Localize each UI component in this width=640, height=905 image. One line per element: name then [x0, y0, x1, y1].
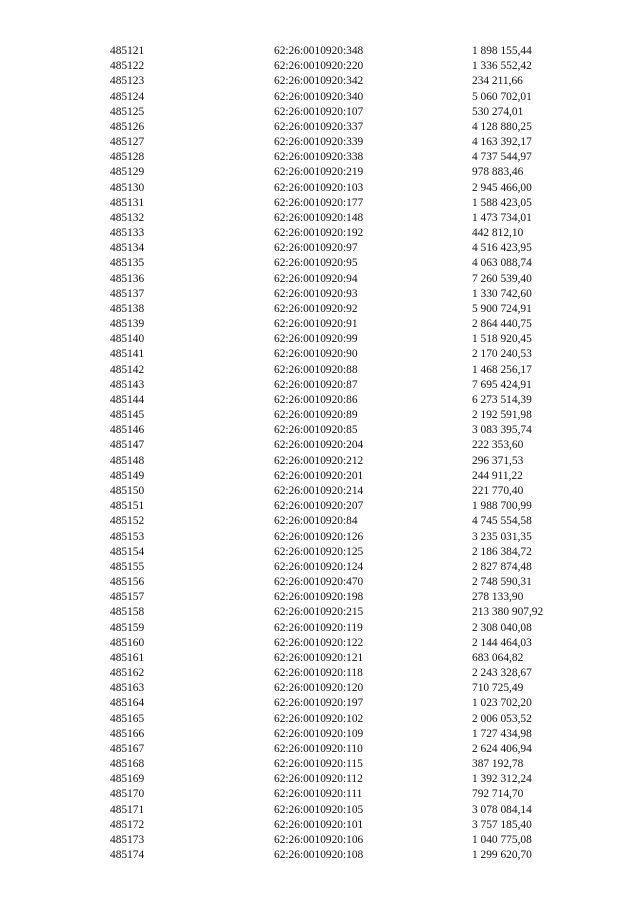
- cadastral-value-cell: 3 083 395,74: [472, 424, 532, 437]
- cadastral-number-cell: 62:26:0010920:470: [274, 576, 364, 589]
- table-row: [110, 803, 580, 818]
- cadastral-value-cell: 3 757 185,40: [472, 818, 532, 831]
- record-number-cell: 485146: [110, 424, 145, 437]
- cadastral-value-cell: 4 745 554,58: [472, 515, 532, 528]
- cadastral-value-cell: 530 274,01: [472, 105, 524, 118]
- cadastral-value-cell: 1 023 702,20: [472, 697, 532, 710]
- table-row: [110, 757, 580, 772]
- table-row: [110, 454, 580, 469]
- cadastral-number-cell: 62:26:0010920:94: [274, 272, 358, 285]
- cadastral-number-cell: 62:26:0010920:220: [274, 60, 364, 73]
- cadastral-number-cell: 62:26:0010920:338: [274, 151, 364, 164]
- table-row: [110, 666, 580, 681]
- table-row: [110, 742, 580, 757]
- cadastral-value-cell: 4 163 392,17: [472, 136, 532, 149]
- record-number-cell: 485128: [110, 151, 145, 164]
- table-row: [110, 712, 580, 727]
- table-row: [110, 696, 580, 711]
- cadastral-value-cell: 3 078 084,14: [472, 803, 532, 816]
- table-row: [110, 560, 580, 575]
- cadastral-number-cell: 62:26:0010920:105: [274, 803, 364, 816]
- record-number-cell: 485155: [110, 560, 145, 573]
- cadastral-number-cell: 62:26:0010920:115: [274, 758, 363, 771]
- record-number-cell: 485147: [110, 439, 145, 452]
- record-number-cell: 485140: [110, 333, 145, 346]
- record-number-cell: 485123: [110, 75, 145, 88]
- table-row: [110, 165, 580, 180]
- data-table: [110, 44, 580, 863]
- record-number-cell: 485153: [110, 530, 145, 543]
- cadastral-value-cell: 2 186 384,72: [472, 545, 532, 558]
- table-row: [110, 59, 580, 74]
- record-number-cell: 485136: [110, 272, 145, 285]
- cadastral-value-cell: 2 864 440,75: [472, 318, 532, 331]
- cadastral-number-cell: 62:26:0010920:125: [274, 545, 364, 558]
- cadastral-value-cell: 792 714,70: [472, 788, 524, 801]
- cadastral-number-cell: 62:26:0010920:85: [274, 424, 358, 437]
- cadastral-number-cell: 62:26:0010920:148: [274, 211, 364, 224]
- record-number-cell: 485162: [110, 667, 145, 680]
- record-number-cell: 485170: [110, 788, 145, 801]
- table-row: [110, 818, 580, 833]
- table-row: [110, 181, 580, 196]
- table-row: [110, 423, 580, 438]
- table-row: [110, 332, 580, 347]
- cadastral-number-cell: 62:26:0010920:89: [274, 409, 358, 422]
- cadastral-value-cell: 221 770,40: [472, 484, 524, 497]
- table-row: [110, 272, 580, 287]
- cadastral-value-cell: 7 695 424,91: [472, 378, 532, 391]
- table-row: [110, 438, 580, 453]
- table-row: [110, 833, 580, 848]
- cadastral-value-cell: 683 064,82: [472, 651, 524, 664]
- cadastral-value-cell: 7 260 539,40: [472, 272, 532, 285]
- record-number-cell: 485148: [110, 454, 145, 467]
- table-row: [110, 590, 580, 605]
- cadastral-number-cell: 62:26:0010920:219: [274, 166, 364, 179]
- cadastral-value-cell: 442 812,10: [472, 227, 524, 240]
- table-row: [110, 287, 580, 302]
- cadastral-number-cell: 62:26:0010920:204: [274, 439, 364, 452]
- cadastral-number-cell: 62:26:0010920:197: [274, 697, 364, 710]
- cadastral-number-cell: 62:26:0010920:97: [274, 242, 358, 255]
- record-number-cell: 485150: [110, 484, 145, 497]
- record-number-cell: 485156: [110, 576, 145, 589]
- table-row: [110, 727, 580, 742]
- cadastral-value-cell: 2 308 040,08: [472, 621, 532, 634]
- table-row: [110, 848, 580, 863]
- record-number-cell: 485159: [110, 621, 145, 634]
- table-row: [110, 120, 580, 135]
- table-row: [110, 530, 580, 545]
- cadastral-number-cell: 62:26:0010920:122: [274, 636, 364, 649]
- cadastral-value-cell: 1 518 920,45: [472, 333, 532, 346]
- record-number-cell: 485124: [110, 90, 145, 103]
- cadastral-value-cell: 3 235 031,35: [472, 530, 532, 543]
- record-number-cell: 485165: [110, 712, 145, 725]
- record-number-cell: 485130: [110, 181, 145, 194]
- cadastral-value-cell: 2 243 328,67: [472, 667, 532, 680]
- record-number-cell: 485135: [110, 257, 145, 270]
- table-row: [110, 105, 580, 120]
- record-number-cell: 485127: [110, 136, 145, 149]
- table-row: [110, 378, 580, 393]
- record-number-cell: 485132: [110, 211, 145, 224]
- cadastral-value-cell: 1 040 775,08: [472, 833, 532, 846]
- record-number-cell: 485149: [110, 469, 145, 482]
- cadastral-number-cell: 62:26:0010920:177: [274, 196, 364, 209]
- cadastral-value-cell: 234 211,66: [472, 75, 523, 88]
- cadastral-number-cell: 62:26:0010920:106: [274, 833, 364, 846]
- record-number-cell: 485131: [110, 196, 145, 209]
- cadastral-value-cell: 278 133,90: [472, 591, 524, 604]
- table-row: [110, 363, 580, 378]
- record-number-cell: 485138: [110, 302, 145, 315]
- cadastral-number-cell: 62:26:0010920:108: [274, 849, 364, 862]
- cadastral-number-cell: 62:26:0010920:339: [274, 136, 364, 149]
- record-number-cell: 485121: [110, 45, 145, 57]
- cadastral-number-cell: 62:26:0010920:337: [274, 120, 364, 133]
- cadastral-number-cell: 62:26:0010920:112: [274, 773, 363, 786]
- record-number-cell: 485157: [110, 591, 145, 604]
- record-number-cell: 485145: [110, 409, 145, 422]
- cadastral-value-cell: 978 883,46: [472, 166, 524, 179]
- record-number-cell: 485154: [110, 545, 145, 558]
- table-row: [110, 90, 580, 105]
- cadastral-value-cell: 4 516 423,95: [472, 242, 532, 255]
- table-row: [110, 787, 580, 802]
- cadastral-value-cell: 2 170 240,53: [472, 348, 532, 361]
- cadastral-number-cell: 62:26:0010920:92: [274, 302, 358, 315]
- table-row: [110, 484, 580, 499]
- cadastral-value-cell: 2 192 591,98: [472, 409, 532, 422]
- cadastral-number-cell: 62:26:0010920:215: [274, 606, 364, 619]
- cadastral-value-cell: 4 063 088,74: [472, 257, 532, 270]
- cadastral-number-cell: 62:26:0010920:102: [274, 712, 364, 725]
- cadastral-value-cell: 5 900 724,91: [472, 302, 532, 315]
- table-row: [110, 302, 580, 317]
- table-row: [110, 150, 580, 165]
- cadastral-number-cell: 62:26:0010920:86: [274, 393, 358, 406]
- cadastral-number-cell: 62:26:0010920:84: [274, 515, 358, 528]
- record-number-cell: 485137: [110, 287, 145, 300]
- table-row: [110, 605, 580, 620]
- record-number-cell: 485151: [110, 500, 145, 513]
- cadastral-number-cell: 62:26:0010920:91: [274, 318, 358, 331]
- table-row: [110, 196, 580, 211]
- cadastral-number-cell: 62:26:0010920:88: [274, 363, 358, 376]
- record-number-cell: 485143: [110, 378, 145, 391]
- cadastral-number-cell: 62:26:0010920:103: [274, 181, 364, 194]
- table-row: [110, 545, 580, 560]
- table-row: [110, 772, 580, 787]
- cadastral-number-cell: 62:26:0010920:90: [274, 348, 358, 361]
- cadastral-value-cell: 2 006 053,52: [472, 712, 532, 725]
- table-row: [110, 211, 580, 226]
- cadastral-number-cell: 62:26:0010920:101: [274, 818, 364, 831]
- cadastral-value-cell: 296 371,53: [472, 454, 524, 467]
- record-number-cell: 485166: [110, 727, 145, 740]
- record-number-cell: 485161: [110, 651, 145, 664]
- cadastral-number-cell: 62:26:0010920:87: [274, 378, 358, 391]
- record-number-cell: 485152: [110, 515, 145, 528]
- cadastral-number-cell: 62:26:0010920:119: [274, 621, 363, 634]
- table-row: [110, 575, 580, 590]
- cadastral-value-cell: 5 060 702,01: [472, 90, 532, 103]
- record-number-cell: 485133: [110, 227, 145, 240]
- table-row: [110, 256, 580, 271]
- table-row: [110, 317, 580, 332]
- record-number-cell: 485174: [110, 849, 145, 862]
- record-number-cell: 485160: [110, 636, 145, 649]
- record-number-cell: 485134: [110, 242, 145, 255]
- table-row: [110, 636, 580, 651]
- record-number-cell: 485158: [110, 606, 145, 619]
- cadastral-number-cell: 62:26:0010920:107: [274, 105, 364, 118]
- cadastral-number-cell: 62:26:0010920:348: [274, 45, 364, 57]
- record-number-cell: 485126: [110, 120, 145, 133]
- cadastral-value-cell: 2 624 406,94: [472, 742, 532, 755]
- cadastral-number-cell: 62:26:0010920:120: [274, 682, 364, 695]
- record-number-cell: 485122: [110, 60, 145, 73]
- record-number-cell: 485164: [110, 697, 145, 710]
- cadastral-number-cell: 62:26:0010920:99: [274, 333, 358, 346]
- table-row: [110, 226, 580, 241]
- cadastral-value-cell: 2 144 464,03: [472, 636, 532, 649]
- cadastral-number-cell: 62:26:0010920:212: [274, 454, 364, 467]
- cadastral-number-cell: 62:26:0010920:95: [274, 257, 358, 270]
- cadastral-value-cell: 2 945 466,00: [472, 181, 532, 194]
- cadastral-number-cell: 62:26:0010920:201: [274, 469, 364, 482]
- cadastral-number-cell: 62:26:0010920:93: [274, 287, 358, 300]
- cadastral-value-cell: 6 273 514,39: [472, 393, 532, 406]
- cadastral-number-cell: 62:26:0010920:192: [274, 227, 364, 240]
- record-number-cell: 485139: [110, 318, 145, 331]
- record-number-cell: 485144: [110, 393, 145, 406]
- cadastral-number-cell: 62:26:0010920:342: [274, 75, 364, 88]
- cadastral-value-cell: 4 128 880,25: [472, 120, 532, 133]
- cadastral-number-cell: 62:26:0010920:118: [274, 667, 363, 680]
- table-row: [110, 681, 580, 696]
- cadastral-number-cell: 62:26:0010920:198: [274, 591, 364, 604]
- record-number-cell: 485172: [110, 818, 145, 831]
- cadastral-value-cell: 1 473 734,01: [472, 211, 532, 224]
- cadastral-number-cell: 62:26:0010920:111: [274, 788, 363, 801]
- cadastral-number-cell: 62:26:0010920:109: [274, 727, 364, 740]
- table-row: [110, 621, 580, 636]
- cadastral-number-cell: 62:26:0010920:126: [274, 530, 364, 543]
- cadastral-value-cell: 710 725,49: [472, 682, 524, 695]
- cadastral-value-cell: 213 380 907,92: [472, 606, 544, 619]
- table-row: [110, 514, 580, 529]
- record-number-cell: 485142: [110, 363, 145, 376]
- record-number-cell: 485163: [110, 682, 145, 695]
- cadastral-number-cell: 62:26:0010920:121: [274, 651, 364, 664]
- record-number-cell: 485167: [110, 742, 145, 755]
- table-row: [110, 74, 580, 89]
- table-row: [110, 469, 580, 484]
- cadastral-number-cell: 62:26:0010920:340: [274, 90, 364, 103]
- record-number-cell: 485168: [110, 758, 145, 771]
- table-row: [110, 135, 580, 150]
- table-row: [110, 651, 580, 666]
- cadastral-number-cell: 62:26:0010920:124: [274, 560, 364, 573]
- cadastral-value-cell: 222 353,60: [472, 439, 524, 452]
- cadastral-value-cell: 1 468 256,17: [472, 363, 532, 376]
- cadastral-value-cell: 1 898 155,44: [472, 45, 532, 57]
- cadastral-number-cell: 62:26:0010920:110: [274, 742, 363, 755]
- record-number-cell: 485141: [110, 348, 145, 361]
- cadastral-value-cell: 1 392 312,24: [472, 773, 532, 786]
- table-row: [110, 44, 580, 59]
- cadastral-value-cell: 1 588 423,05: [472, 196, 532, 209]
- cadastral-number-cell: 62:26:0010920:207: [274, 500, 364, 513]
- record-number-cell: 485169: [110, 773, 145, 786]
- cadastral-value-cell: 387 192,78: [472, 758, 524, 771]
- record-number-cell: 485173: [110, 833, 145, 846]
- record-number-cell: 485171: [110, 803, 145, 816]
- cadastral-value-cell: 244 911,22: [472, 469, 523, 482]
- cadastral-value-cell: 2 827 874,48: [472, 560, 532, 573]
- cadastral-number-cell: 62:26:0010920:214: [274, 484, 364, 497]
- record-number-cell: 485129: [110, 166, 145, 179]
- table-row: [110, 241, 580, 256]
- table-row: [110, 499, 580, 514]
- cadastral-value-cell: 4 737 544,97: [472, 151, 532, 164]
- cadastral-value-cell: 1 988 700,99: [472, 500, 532, 513]
- cadastral-value-cell: 1 727 434,98: [472, 727, 532, 740]
- cadastral-value-cell: 2 748 590,31: [472, 576, 532, 589]
- cadastral-value-cell: 1 330 742,60: [472, 287, 532, 300]
- cadastral-value-cell: 1 299 620,70: [472, 849, 532, 862]
- table-row: [110, 393, 580, 408]
- record-number-cell: 485125: [110, 105, 145, 118]
- table-row: [110, 347, 580, 362]
- cadastral-value-cell: 1 336 552,42: [472, 60, 532, 73]
- table-row: [110, 408, 580, 423]
